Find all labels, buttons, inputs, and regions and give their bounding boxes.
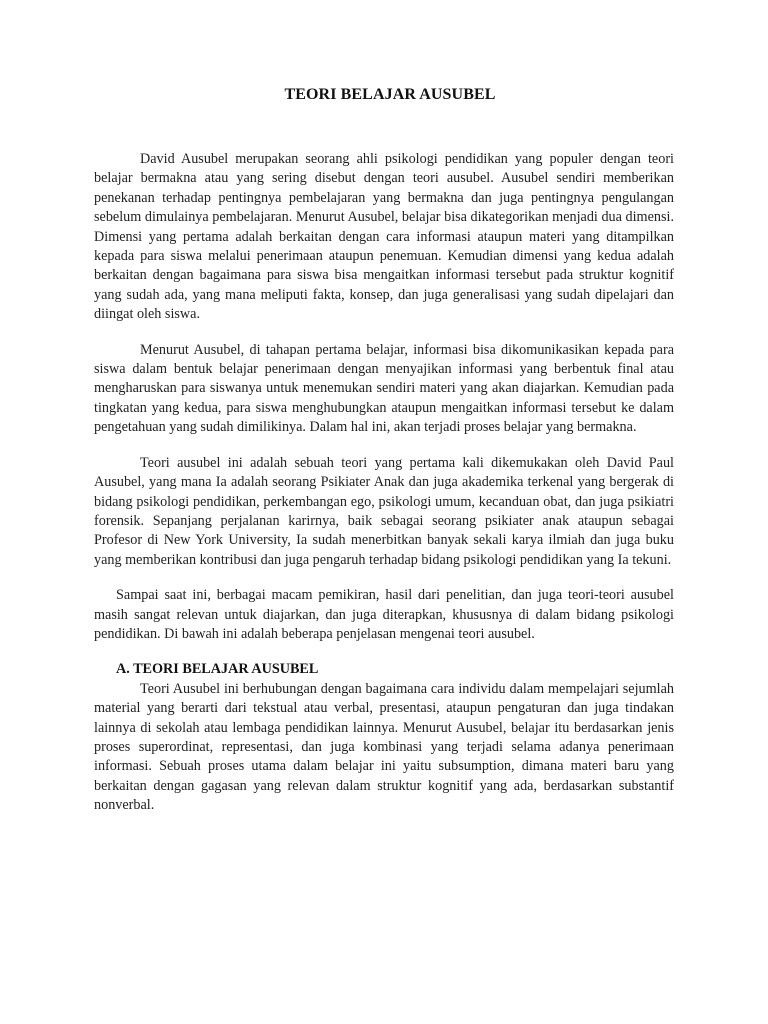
paragraph-intro: David Ausubel merupakan seorang ahli psikologi pendidikan yang populer dengan teori belajar bermakna atau yang sering disebut dengan teori ausubel. Ausubel sendiri memberikan penekanan terhadap pentingnya pembelajaran yang bermakna dan juga pentingnya pengulangan sebelum dimulainya pembelajaran. Menurut Ausubel, belajar bisa dikategorikan menjadi dua dimensi. Dimensi yang pertama adalah berkaitan dengan cara informasi ataupun materi yang ditampilkan kepada para siswa melalui penerimaan ataupun penemuan. Kemudian dimensi yang kedua adalah berkaitan dengan bagaimana para siswa bisa mengaitkan informasi tersebut pada struktur kognitif yang sudah ada, yang mana meliputi fakta, konsep, dan juga generalisasi yang sudah dipelajari dan diingat oleh siswa. — [94, 151, 674, 323]
paragraph-biography: Teori ausubel ini adalah sebuah teori yang pertama kali dikemukakan oleh David Paul Ausubel, yang mana Ia adalah seorang Psikiater Anak dan juga akademika terkenal yang bergerak di bidang psikologi pendidikan, perkembangan ego, psikologi umum, kecanduan obat, dan juga psikiatri forensik. Sepanjang perjalanan karirnya, baik sebagai seorang psikiater anak ataupun sebagai Profesor di New York University, Ia sudah menerbitkan banyak sekali karya ilmiah dan juga buku yang memberikan kontribusi dan juga pengaruh terhadap bidang psikologi pendidikan yang Ia tekuni. — [94, 454, 674, 568]
paragraph-relevance: Sampai saat ini, berbagai macam pemikiran, hasil dari penelitian, dan juga teori-teori ausubel masih sangat relevan untuk diajarkan, dan juga diterapkan, khususnya di dalam bidang psikologi pendidikan. Di bawah ini adalah beberapa penjelasan mengenai teori ausubel. — [94, 587, 674, 642]
section-a-body: Teori Ausubel ini berhubungan dengan bagaimana cara individu dalam mempelajari sejumlah material yang berarti dari tekstual atau verbal, presentasi, ataupun pengaturan dan juga tindakan lainnya di sekolah atau lembaga pendidikan lainnya. Menurut Ausubel, belajar itu berdasarkan jenis proses superordinat, representasi, dan juga kombinasi yang terjadi selama adanya penerimaan informasi. Sebuah proses utama dalam belajar ini yaitu subsumption, dimana materi baru yang berkaitan dengan gagasan yang relevan dalam struktur kognitif yang ada, berdasarkan substantif nonverbal. — [94, 680, 674, 814]
document-page — [94, 86, 674, 816]
section-a-heading: A. TEORI BELAJAR AUSUBEL — [116, 661, 319, 678]
paragraph-stages: Menurut Ausubel, di tahapan pertama belajar, informasi bisa dikomunikasikan kepada para siswa dalam bentuk belajar penerimaan dengan menyajikan informasi yang berbentuk final atau mengharuskan para siswanya untuk menemukan sendiri materi yang akan diajarkan. Kemudian pada tingkatan yang kedua, para siswa menghubungkan ataupun mengaitkan informasi tersebut ke dalam pengetahuan yang sudah dimilikinya. Dalam hal ini, akan terjadi proses belajar yang bermakna. — [94, 341, 674, 436]
document-title: TEORI BELAJAR AUSUBEL — [284, 86, 496, 103]
